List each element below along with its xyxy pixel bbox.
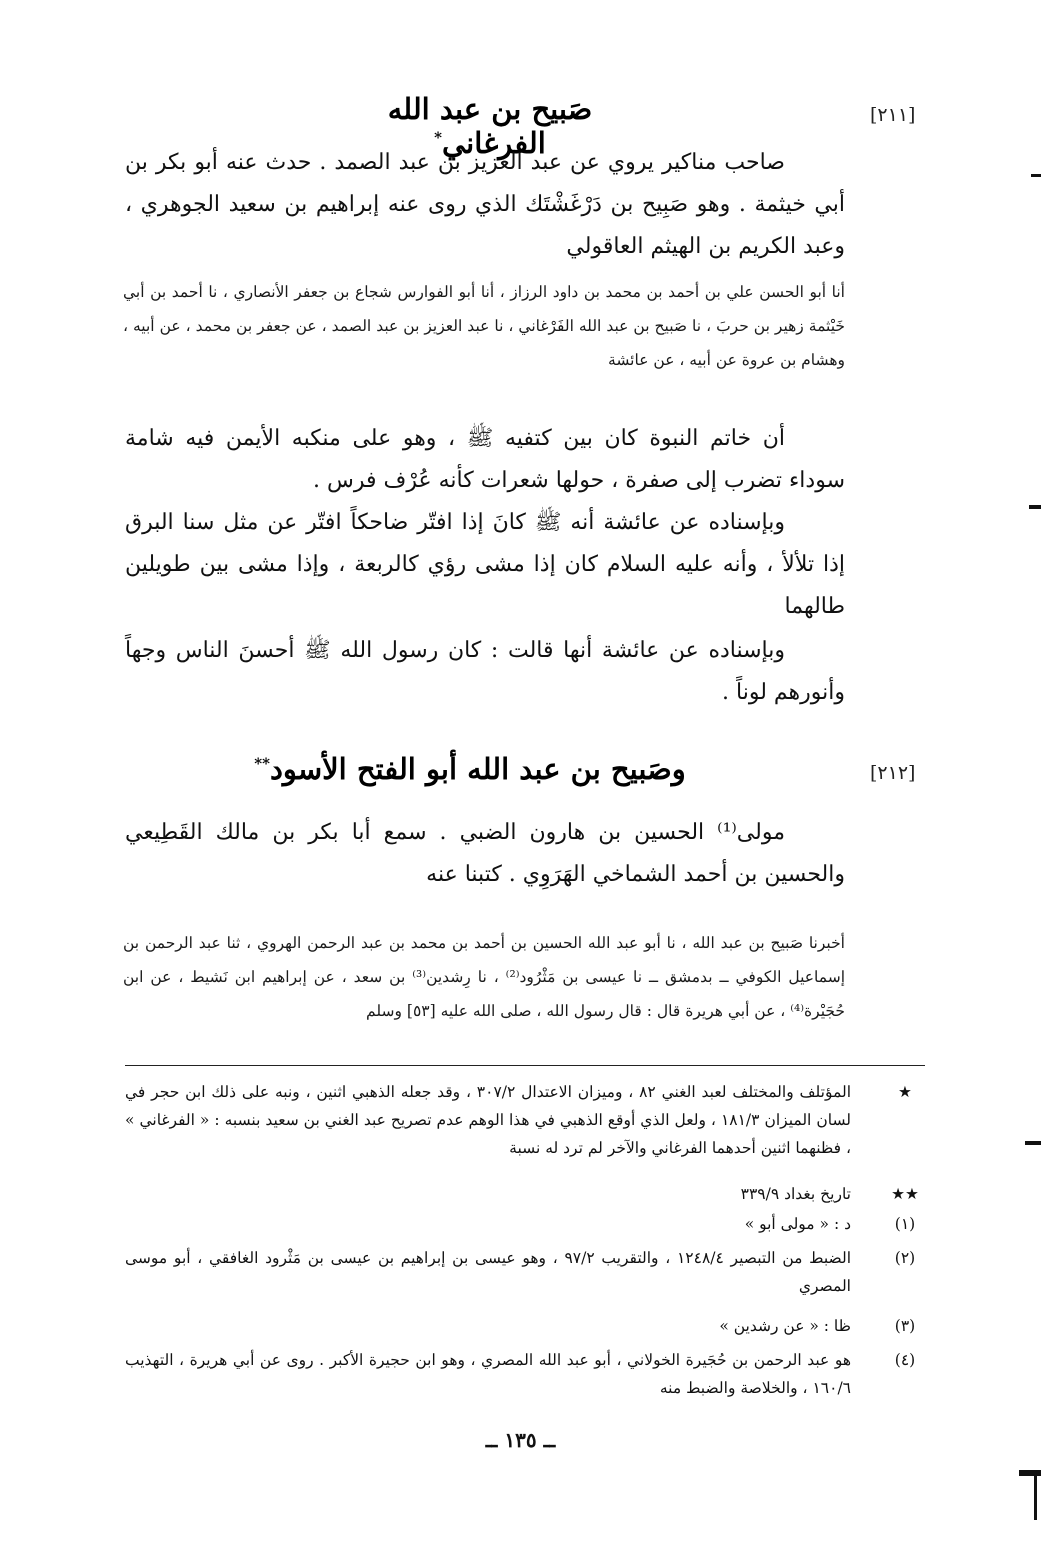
footnote-mark: (٢): [894, 1249, 916, 1267]
footnote-text: د : « مولى أبو »: [744, 1215, 851, 1233]
heading-text: وصَبيح بن عبد الله أبو الفتح الأسود: [269, 752, 686, 786]
footnote: [125, 1078, 925, 1162]
footnote: [125, 1180, 925, 1208]
footnote: [125, 1312, 925, 1340]
entry-heading: [250, 752, 690, 786]
footnote-divider: [125, 1065, 925, 1066]
footnote-text: تاريخ بغداد ٣٣٩/٩: [740, 1185, 851, 1203]
footnote-mark: (١): [894, 1215, 916, 1233]
footnote: [125, 1210, 925, 1238]
page-number: ــ ١٣٥ ــ: [485, 1428, 556, 1452]
heading-text: صَبيح بن عبد الله الفرغاني: [387, 92, 593, 160]
scan-edge-mark: [1034, 1472, 1037, 1520]
scan-edge-mark: [1025, 1141, 1041, 1145]
footnote-text: هو عبد الرحمن بن حُجَيرة الخولاني ، أبو عبد الله المصري ، وهو ابن حجيرة الأكبر . روى عن أبي هريرة ، التهذيب ١٦٠/٦ ، والخلاصة والضبط منه: [125, 1351, 851, 1397]
footnote-text: المؤتلف والمختلف لعبد الغني ٨٢ ، وميزان الاعتدال ٣٠٧/٢ ، وقد جعله الذهبي اثنين ، ونبه على ذلك ابن حجر في لسان الميزان ١٨١/٣ ، ولعل الذي أوقع الذهبي في هذا الوهم عدم تصريح عبد الغني بن سعيد بنسبه : « الفرغاني » ، فظنهما اثنين أحدهما الفرغاني والآخر لم ترد له نسبة: [125, 1083, 852, 1157]
heading-footnote-mark: *: [434, 128, 443, 147]
hadith-text: أن خاتم النبوة كان بين كتفيه ﷺ ، وهو على منكبه الأيمن فيه شامة سوداء تضرب إلى صفرة ، حولها شعرات كأنه عُرْف فرس .: [125, 426, 845, 493]
biography-paragraph: مولى⁽¹⁾ الحسين بن هارون الضبي . سمع أبا بكر بن مالك القَطِيعي والحسين بن أحمد الشماخي الهَرَوِي . كتبنا عنه: [125, 820, 845, 887]
footnote-mark: ★★: [891, 1185, 919, 1203]
footnote: [125, 1346, 925, 1402]
isnad-paragraph: أخبرنا صَبيح بن عبد الله ، نا أبو عبد الله الحسين بن أحمد بن محمد بن عبد الرحمن الهروي ، ثنا عبد الرحمن بن إسماعيل الكوفي ــ بدمشق ــ نا عيسى بن مَثْرُود⁽²⁾ ، نا رِشدين⁽³⁾ بن سعد ، عن إبراهيم ابن نَشيط ، عن ابن حُجَيْرة⁽⁴⁾ ، عن أبي هريرة قال : قال رسول الله ، صلى الله عليه [٥٣] وسلم: [123, 934, 845, 1020]
footnote-mark: (٣): [894, 1317, 916, 1335]
scan-edge-mark: [1031, 174, 1041, 177]
hadith-text: وبإسناده عن عائشة أنها قالت : كان رسول الله ﷺ أحسنَ الناس وجهاً وأنورهم لوناً .: [125, 638, 845, 705]
entry-number: [٢١١]: [870, 104, 916, 126]
footnote-text: ظا : « عن رشدين »: [719, 1317, 851, 1335]
biography-paragraph: صاحب مناكير يروي عن عبد العزيز بن عبد الصمد . حدث عنه أبو بكر بن أبي خيثمة . وهو صَبِيح بن دَرْغَشْتَك الذي روى عنه إبراهيم بن سعيد الجوهري ، وعبد الكريم بن الهيثم العاقولي: [125, 150, 845, 259]
footnote-mark: ★: [898, 1083, 912, 1101]
footnote-text: الضبط من التبصير ١٢٤٨/٤ ، والتقريب ٩٧/٢ ، وهو عيسى بن إبراهيم بن عيسى بن مَثْرود الغافقي ، أبو موسى المصري: [125, 1249, 851, 1295]
hadith-text: وبإسناده عن عائشة أنه ﷺ كانَ إذا افتّر ضاحكاً افتّر عن مثل سنا البرق إذا تلألأ ، وأنه عليه السلام كان إذا مشى رؤي كالربعة ، وإذا مشى بين طويلين طالهما: [125, 510, 845, 619]
scan-edge-mark: [1029, 505, 1041, 509]
heading-footnote-mark: **: [254, 754, 270, 773]
entry-number: [٢١٢]: [870, 762, 916, 784]
scan-edge-mark: [1019, 1470, 1041, 1476]
footnote: [125, 1244, 925, 1300]
isnad-paragraph: أنا أبو الحسن علي بن أحمد بن محمد بن داود الرزاز ، أنا أبو الفوارس شجاع بن جعفر الأنصاري ، نا أحمد بن أبي خَيْثمة زهير بن حربَ ، نا صَبيح بن عبد الله الفَرْغاني ، نا عبد العزيز بن عبد الصمد ، عن جعفر بن محمد ، عن أبيه ، وهشام بن عروة عن أبيه ، عن عائشة: [123, 283, 845, 369]
footnote-mark: (٤): [894, 1351, 916, 1369]
